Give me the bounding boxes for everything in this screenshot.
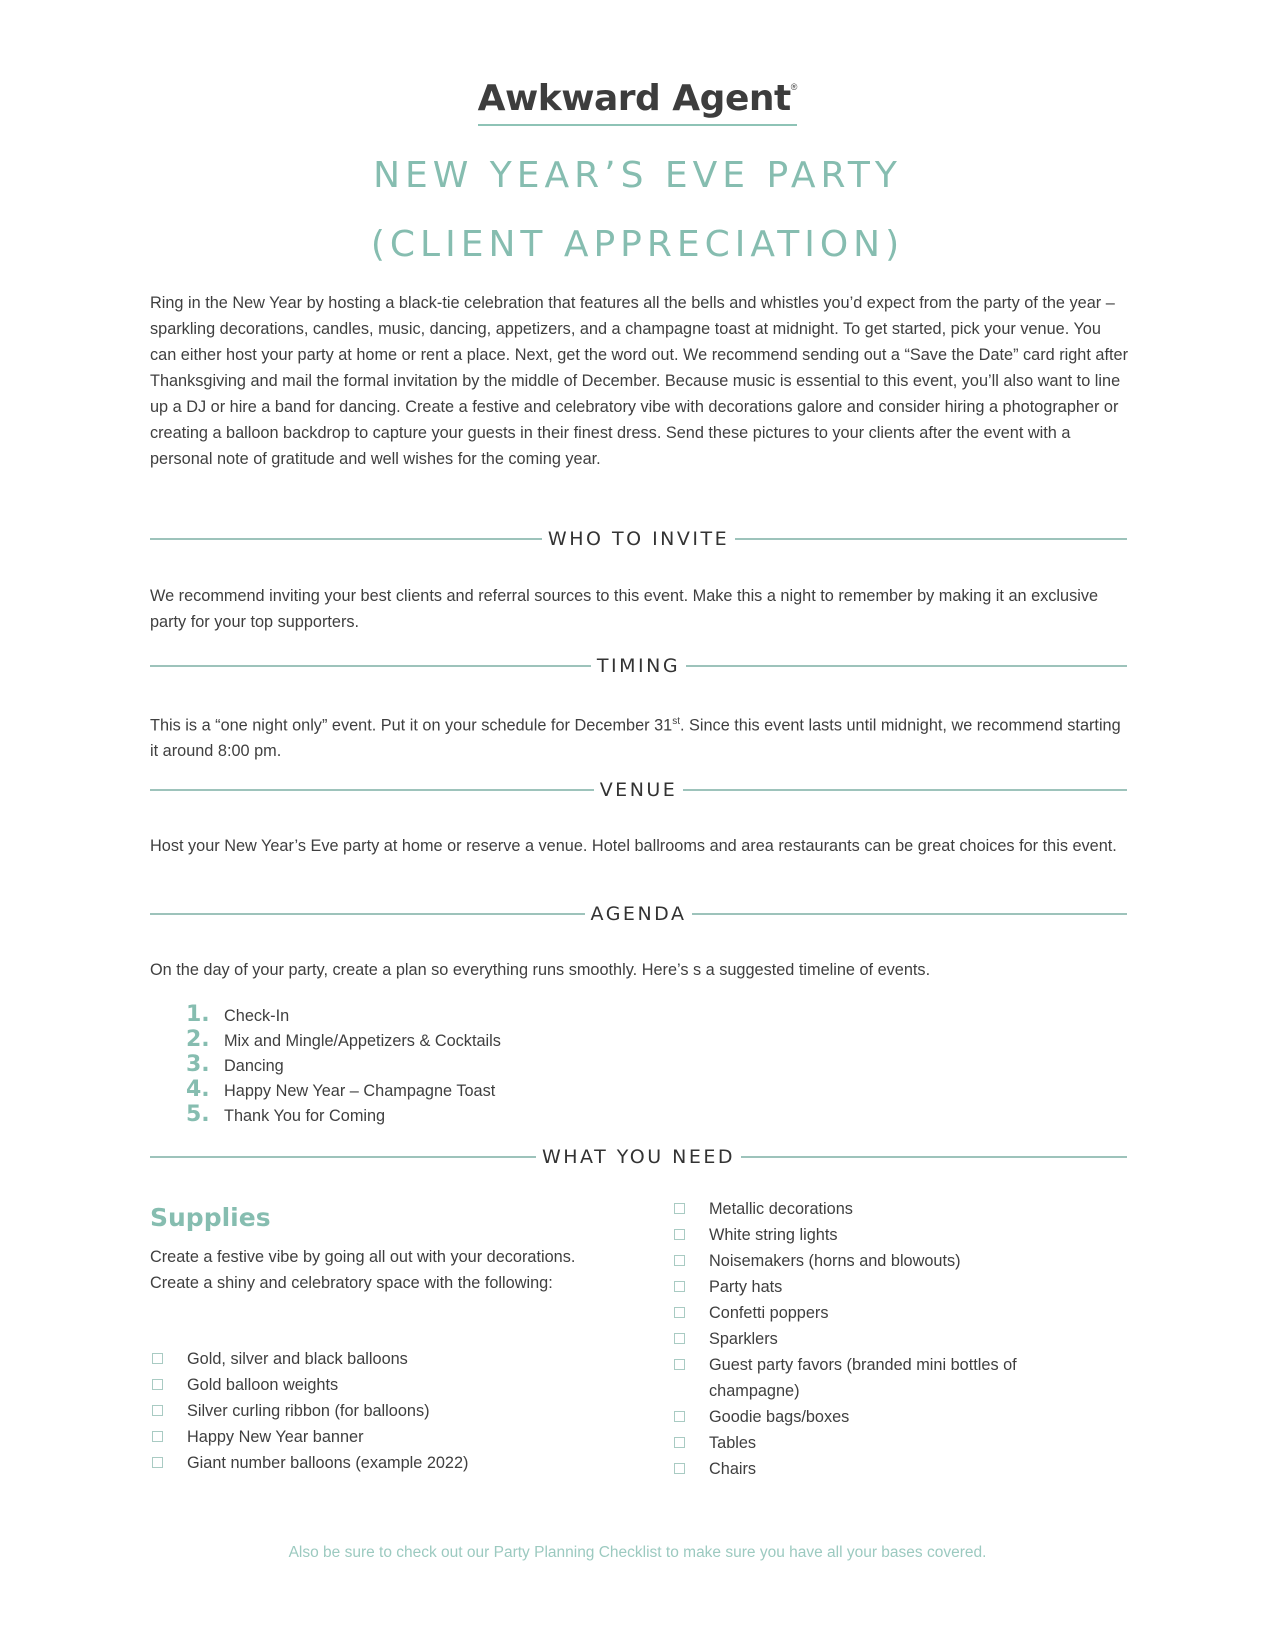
agenda-item — [186, 1027, 501, 1052]
checklist-item[interactable] — [152, 1424, 592, 1450]
checkbox[interactable] — [674, 1411, 685, 1422]
divider-rule — [741, 1156, 1127, 1158]
divider-rule — [150, 789, 594, 791]
intro-paragraph: Ring in the New Year by hosting a black-tie celebration that features all the bells and whistles you’d expect from the party of the year – sparkling decorations, candles, music, dancing, appetizers, and a champagne toast at midnight. To get started, pick your venue. You can either host your party at home or rent a place. Next, get the word out. We recommend sending out a “Save the Date” card right after Thanksgiving and mail the formal invitation by the middle of December. Because music is essential to this event, you’ll also want to line up a DJ or hire a band for dancing. Create a festive and celebratory vibe with decorations galore and consider hiring a photographer or creating a balloon backdrop to capture your guests in their finest dress. Send these pictures to your clients after the event with a personal note of gratitude and well wishes for the coming year. — [150, 294, 1128, 468]
agenda-number: 2. — [186, 1027, 210, 1052]
section-header-agenda — [150, 901, 1127, 927]
checkbox[interactable] — [674, 1307, 685, 1318]
checklist-item-text: Giant number balloons (example 2022) — [187, 1454, 469, 1472]
agenda-item-text: Mix and Mingle/Appetizers & Cocktails — [224, 1032, 501, 1050]
divider-rule — [683, 789, 1127, 791]
checkbox[interactable] — [152, 1353, 163, 1364]
checkbox[interactable] — [674, 1229, 685, 1240]
divider-rule — [692, 913, 1127, 915]
section-heading: WHO TO INVITE — [547, 528, 730, 550]
agenda-item-text: Happy New Year – Champagne Toast — [224, 1082, 496, 1100]
checkbox[interactable] — [674, 1333, 685, 1344]
checkbox[interactable] — [152, 1405, 163, 1416]
checklist-item[interactable] — [674, 1300, 1074, 1326]
checklist-item-text: Confetti poppers — [709, 1304, 829, 1322]
section-heading: WHAT YOU NEED — [541, 1146, 736, 1168]
footer-note: Also be sure to check out our Party Planning Checklist to make sure you have all your bases covered. — [288, 1544, 987, 1561]
checklist-item-text: Tables — [709, 1434, 757, 1452]
timing-text-part2: . Since this event lasts until midnight, we recommend starting it around 8:00 pm. — [150, 716, 1121, 761]
checklist-item-text: Gold balloon weights — [187, 1376, 339, 1394]
section-heading: AGENDA — [590, 903, 687, 925]
checkbox[interactable] — [674, 1203, 685, 1214]
checklist-item[interactable] — [674, 1404, 1074, 1430]
checklist-item[interactable] — [152, 1372, 592, 1398]
checklist-item-text: Goodie bags/boxes — [709, 1408, 850, 1426]
agenda-item-text: Thank You for Coming — [224, 1107, 386, 1125]
agenda-item — [186, 1077, 501, 1102]
checkbox[interactable] — [152, 1431, 163, 1442]
agenda-item — [186, 1002, 501, 1027]
checklist-item[interactable] — [674, 1222, 1074, 1248]
checkbox[interactable] — [674, 1255, 685, 1266]
checklist-item-text: White string lights — [709, 1226, 838, 1244]
checklist-item-text: Silver curling ribbon (for balloons) — [187, 1402, 430, 1420]
checkbox[interactable] — [674, 1359, 685, 1370]
venue-text: Host your New Year’s Eve party at home or reserve a venue. Hotel ballrooms and area restaurants can be great choices for this event. — [150, 837, 1117, 855]
divider-rule — [150, 665, 591, 667]
checklist-item[interactable] — [674, 1274, 1074, 1300]
section-header-venue — [150, 777, 1127, 803]
checkbox[interactable] — [674, 1281, 685, 1292]
checkbox[interactable] — [152, 1457, 163, 1468]
checklist-item[interactable] — [152, 1398, 592, 1424]
checkbox[interactable] — [152, 1379, 163, 1390]
agenda-number: 1. — [186, 1002, 210, 1027]
timing-text-part1: This is a “one night only” event. Put it on your schedule for December 31 — [150, 716, 673, 735]
checklist-item[interactable] — [152, 1346, 592, 1372]
supplies-checklist-left — [152, 1346, 592, 1476]
section-heading: TIMING — [596, 655, 681, 677]
supplies-heading: Supplies — [150, 1203, 271, 1232]
checklist-item-text: Party hats — [709, 1278, 783, 1296]
checklist-item[interactable] — [674, 1456, 1074, 1482]
checkbox[interactable] — [674, 1463, 685, 1474]
logo — [0, 78, 1275, 119]
agenda-number: 5. — [186, 1102, 210, 1127]
section-heading: VENUE — [599, 779, 678, 801]
checklist-item[interactable] — [674, 1352, 1074, 1404]
checklist-item[interactable] — [152, 1450, 592, 1476]
logo-underline — [478, 124, 798, 126]
checklist-item-text: Metallic decorations — [709, 1200, 853, 1218]
agenda-item — [186, 1052, 501, 1077]
agenda-item-text: Dancing — [224, 1057, 284, 1075]
divider-rule — [735, 538, 1127, 540]
section-header-who-to-invite — [150, 526, 1127, 552]
agenda-number: 3. — [186, 1052, 210, 1077]
checklist-item-text: Sparklers — [709, 1330, 778, 1348]
logo-text: Awkward Agent — [477, 78, 791, 119]
checklist-item[interactable] — [674, 1196, 1074, 1222]
checklist-item[interactable] — [674, 1248, 1074, 1274]
ordinal-suffix: st — [672, 716, 680, 727]
checklist-item-text: Chairs — [709, 1460, 757, 1478]
registered-mark: ® — [790, 82, 798, 92]
checklist-item-text: Happy New Year banner — [187, 1428, 364, 1446]
timing-text — [150, 709, 1130, 764]
checklist-item-text: Noisemakers (horns and blowouts) — [709, 1252, 961, 1270]
divider-rule — [150, 913, 585, 915]
divider-rule — [150, 1156, 536, 1158]
agenda-list — [186, 1002, 501, 1127]
page-title: NEW YEAR’S EVE PARTY — [373, 155, 902, 196]
checklist-item[interactable] — [674, 1430, 1074, 1456]
checklist-item-text: Gold, silver and black balloons — [187, 1350, 408, 1368]
supplies-description: Create a festive vibe by going all out with your decorations. Create a shiny and celebratory space with the following: — [150, 1248, 576, 1292]
divider-rule — [686, 665, 1127, 667]
agenda-item — [186, 1102, 501, 1127]
agenda-number: 4. — [186, 1077, 210, 1102]
checklist-item[interactable] — [674, 1326, 1074, 1352]
supplies-checklist-right — [674, 1196, 1074, 1482]
divider-rule — [150, 538, 542, 540]
who-to-invite-text: We recommend inviting your best clients and referral sources to this event. Make this a night to remember by making it an exclusive party for your top supporters. — [150, 587, 1099, 631]
checklist-item-text: Guest party favors (branded mini bottles of champagne) — [709, 1356, 1017, 1400]
page-subtitle: (CLIENT APPRECIATION) — [370, 224, 905, 265]
agenda-text: On the day of your party, create a plan so everything runs smoothly. Here’s s a suggested timeline of events. — [150, 961, 931, 979]
agenda-item-text: Check-In — [224, 1007, 290, 1025]
section-header-what-you-need — [150, 1144, 1127, 1170]
section-header-timing — [150, 653, 1127, 679]
checkbox[interactable] — [674, 1437, 685, 1448]
